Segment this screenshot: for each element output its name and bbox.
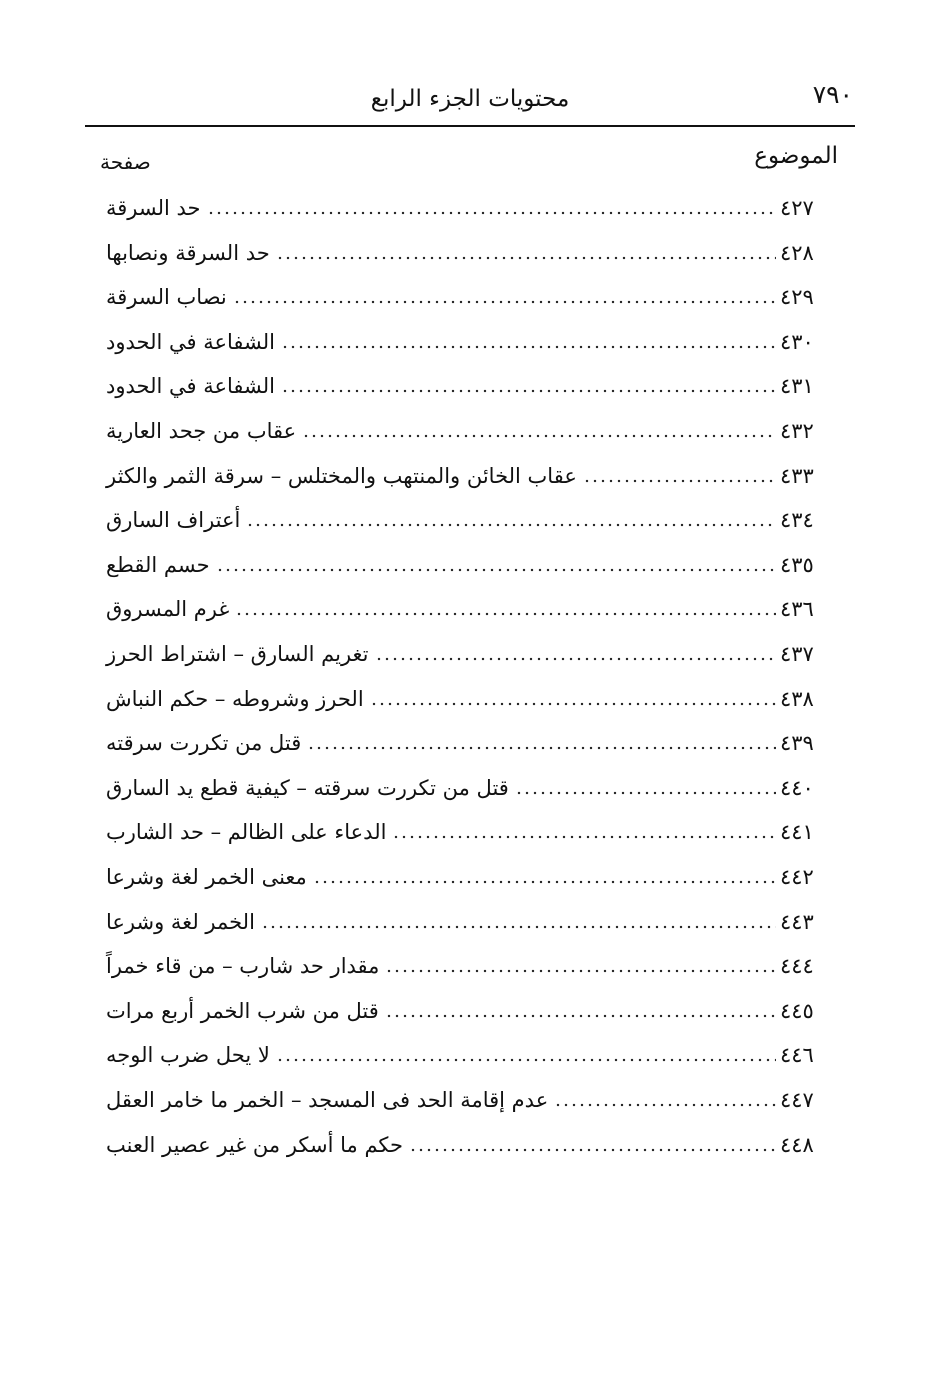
- toc-entry: [100, 320, 842, 364]
- dot-leader: [276, 1057, 776, 1063]
- toc-entry: [100, 231, 842, 275]
- toc-entry-title: عقاب الخائن والمنتهب والمختلس – سرقة الثمر والكثر: [106, 463, 577, 488]
- toc-entry-title: حسم القطع: [106, 552, 210, 577]
- running-header: [85, 80, 855, 124]
- toc-entry: [100, 632, 842, 676]
- toc-entry-page: ٤٤٤: [780, 954, 814, 979]
- toc-entry-page: ٤٣٦: [780, 597, 814, 622]
- dot-leader: [392, 834, 776, 840]
- toc-entry: [100, 810, 842, 854]
- toc-entry-title: الشفاعة في الحدود: [106, 374, 275, 399]
- dot-leader: [207, 210, 776, 216]
- dot-leader: [246, 522, 776, 528]
- toc-entry-title: قتل من تكررت سرقته – كيفية قطع يد السارق: [106, 775, 509, 800]
- toc-entry: [100, 900, 842, 944]
- dot-leader: [302, 433, 776, 439]
- page-title: محتويات الجزء الرابع: [370, 86, 570, 112]
- dot-leader: [370, 701, 776, 707]
- dot-leader: [261, 924, 776, 930]
- toc-entry-title: مقدار حد شارب – من قاء خمراً: [106, 954, 380, 979]
- toc-entry-page: ٤٣٢: [780, 419, 814, 443]
- toc-entry-title: قتل من شرب الخمر أربع مرات: [106, 998, 379, 1023]
- dot-leader: [235, 611, 776, 617]
- dot-leader: [281, 344, 776, 350]
- toc-entry: [100, 498, 842, 542]
- dot-leader: [554, 1102, 776, 1108]
- toc-entry: [100, 587, 842, 631]
- toc-entry-title: الدعاء على الظالم – حد الشارب: [106, 820, 387, 845]
- dot-leader: [409, 1147, 776, 1153]
- toc-entry: [100, 409, 842, 453]
- dot-leader: [281, 388, 776, 394]
- dot-leader: [216, 567, 776, 573]
- toc-entry-title: قتل من تكررت سرقته: [106, 731, 302, 756]
- toc-entry-page: ٤٤٣: [780, 909, 814, 934]
- toc-entry: [100, 543, 842, 587]
- toc-entry-title: حد السرقة: [106, 196, 201, 220]
- toc-entry-page: ٤٤٠: [780, 775, 814, 800]
- toc-entry-page: ٤٣٨: [780, 686, 814, 711]
- dot-leader: [276, 255, 776, 261]
- dot-leader: [313, 879, 776, 885]
- toc-entry-page: ٤٤٨: [780, 1132, 814, 1157]
- toc-entry-title: الشفاعة في الحدود: [106, 329, 275, 354]
- toc-entry: [100, 1033, 842, 1077]
- toc-entry-title: حد السرقة ونصابها: [106, 240, 270, 265]
- toc-entry-page: ٤٢٨: [780, 240, 814, 265]
- toc-entry: [100, 989, 842, 1033]
- toc-entry-page: ٤٣٧: [780, 642, 814, 666]
- toc-entry-title: تغريم السارق – اشتراط الحرز: [106, 642, 369, 666]
- toc-entry-page: ٤٣٩: [780, 731, 814, 756]
- toc-entry-title: الخمر لغة وشرعا: [106, 909, 255, 934]
- toc-entry-title: نصاب السرقة: [106, 285, 227, 310]
- toc-entry: [100, 454, 842, 498]
- toc-entry-title: عقاب من جحد العارية: [106, 419, 297, 443]
- dot-leader: [233, 299, 776, 305]
- dot-leader: [307, 745, 776, 751]
- toc-entry-page: ٤٢٩: [780, 285, 814, 310]
- toc-entry: [100, 364, 842, 408]
- toc-entry-page: ٤٣٠: [780, 329, 814, 354]
- toc-entry-page: ٤٤٢: [780, 865, 814, 889]
- topic-column-heading: الموضوع: [754, 143, 838, 169]
- page-column-heading: صفحة: [100, 150, 151, 174]
- toc-entry-title: غرم المسروق: [106, 597, 230, 622]
- toc-entry-title: الحرز وشروطه – حكم النباش: [106, 686, 364, 711]
- toc-entry-page: ٤٣٤: [780, 508, 814, 533]
- toc-entry-title: معنى الخمر لغة وشرعا: [106, 865, 307, 889]
- toc-entry-title: حكم ما أسكر من غير عصير العنب: [106, 1132, 403, 1157]
- toc-entry: [100, 1078, 842, 1122]
- dot-leader: [583, 478, 776, 484]
- toc-entry-title: لا يحل ضرب الوجه: [106, 1043, 270, 1068]
- toc-entry-page: ٤٤١: [780, 820, 814, 845]
- toc-entry-title: عدم إقامة الحد فى المسجد – الخمر ما خامر العقل: [106, 1088, 549, 1112]
- toc-entry: [100, 944, 842, 988]
- toc-entry-page: ٤٣٣: [780, 463, 814, 488]
- toc-entry: [100, 275, 842, 319]
- dot-leader: [385, 968, 776, 974]
- toc-entry: [100, 766, 842, 810]
- toc-entry-page: ٤٣١: [780, 374, 814, 399]
- dot-leader: [385, 1013, 776, 1019]
- toc-entry-page: ٤٤٦: [780, 1043, 814, 1068]
- toc-entry-page: ٤٢٧: [780, 196, 814, 220]
- toc-entry: [100, 677, 842, 721]
- toc-entry: [100, 721, 842, 765]
- toc-entry: [100, 1123, 842, 1167]
- dot-leader: [375, 656, 776, 662]
- page-number: ٧٩٠: [812, 80, 853, 109]
- toc-entry-page: ٤٤٧: [780, 1088, 814, 1112]
- header-rule: [85, 125, 855, 127]
- toc-entry: [100, 855, 842, 899]
- toc-entry-page: ٤٤٥: [780, 998, 814, 1023]
- toc-entry-page: ٤٣٥: [780, 552, 814, 577]
- toc-entry: [100, 186, 842, 230]
- toc-entry-title: أعتراف السارق: [106, 508, 241, 533]
- dot-leader: [515, 790, 776, 796]
